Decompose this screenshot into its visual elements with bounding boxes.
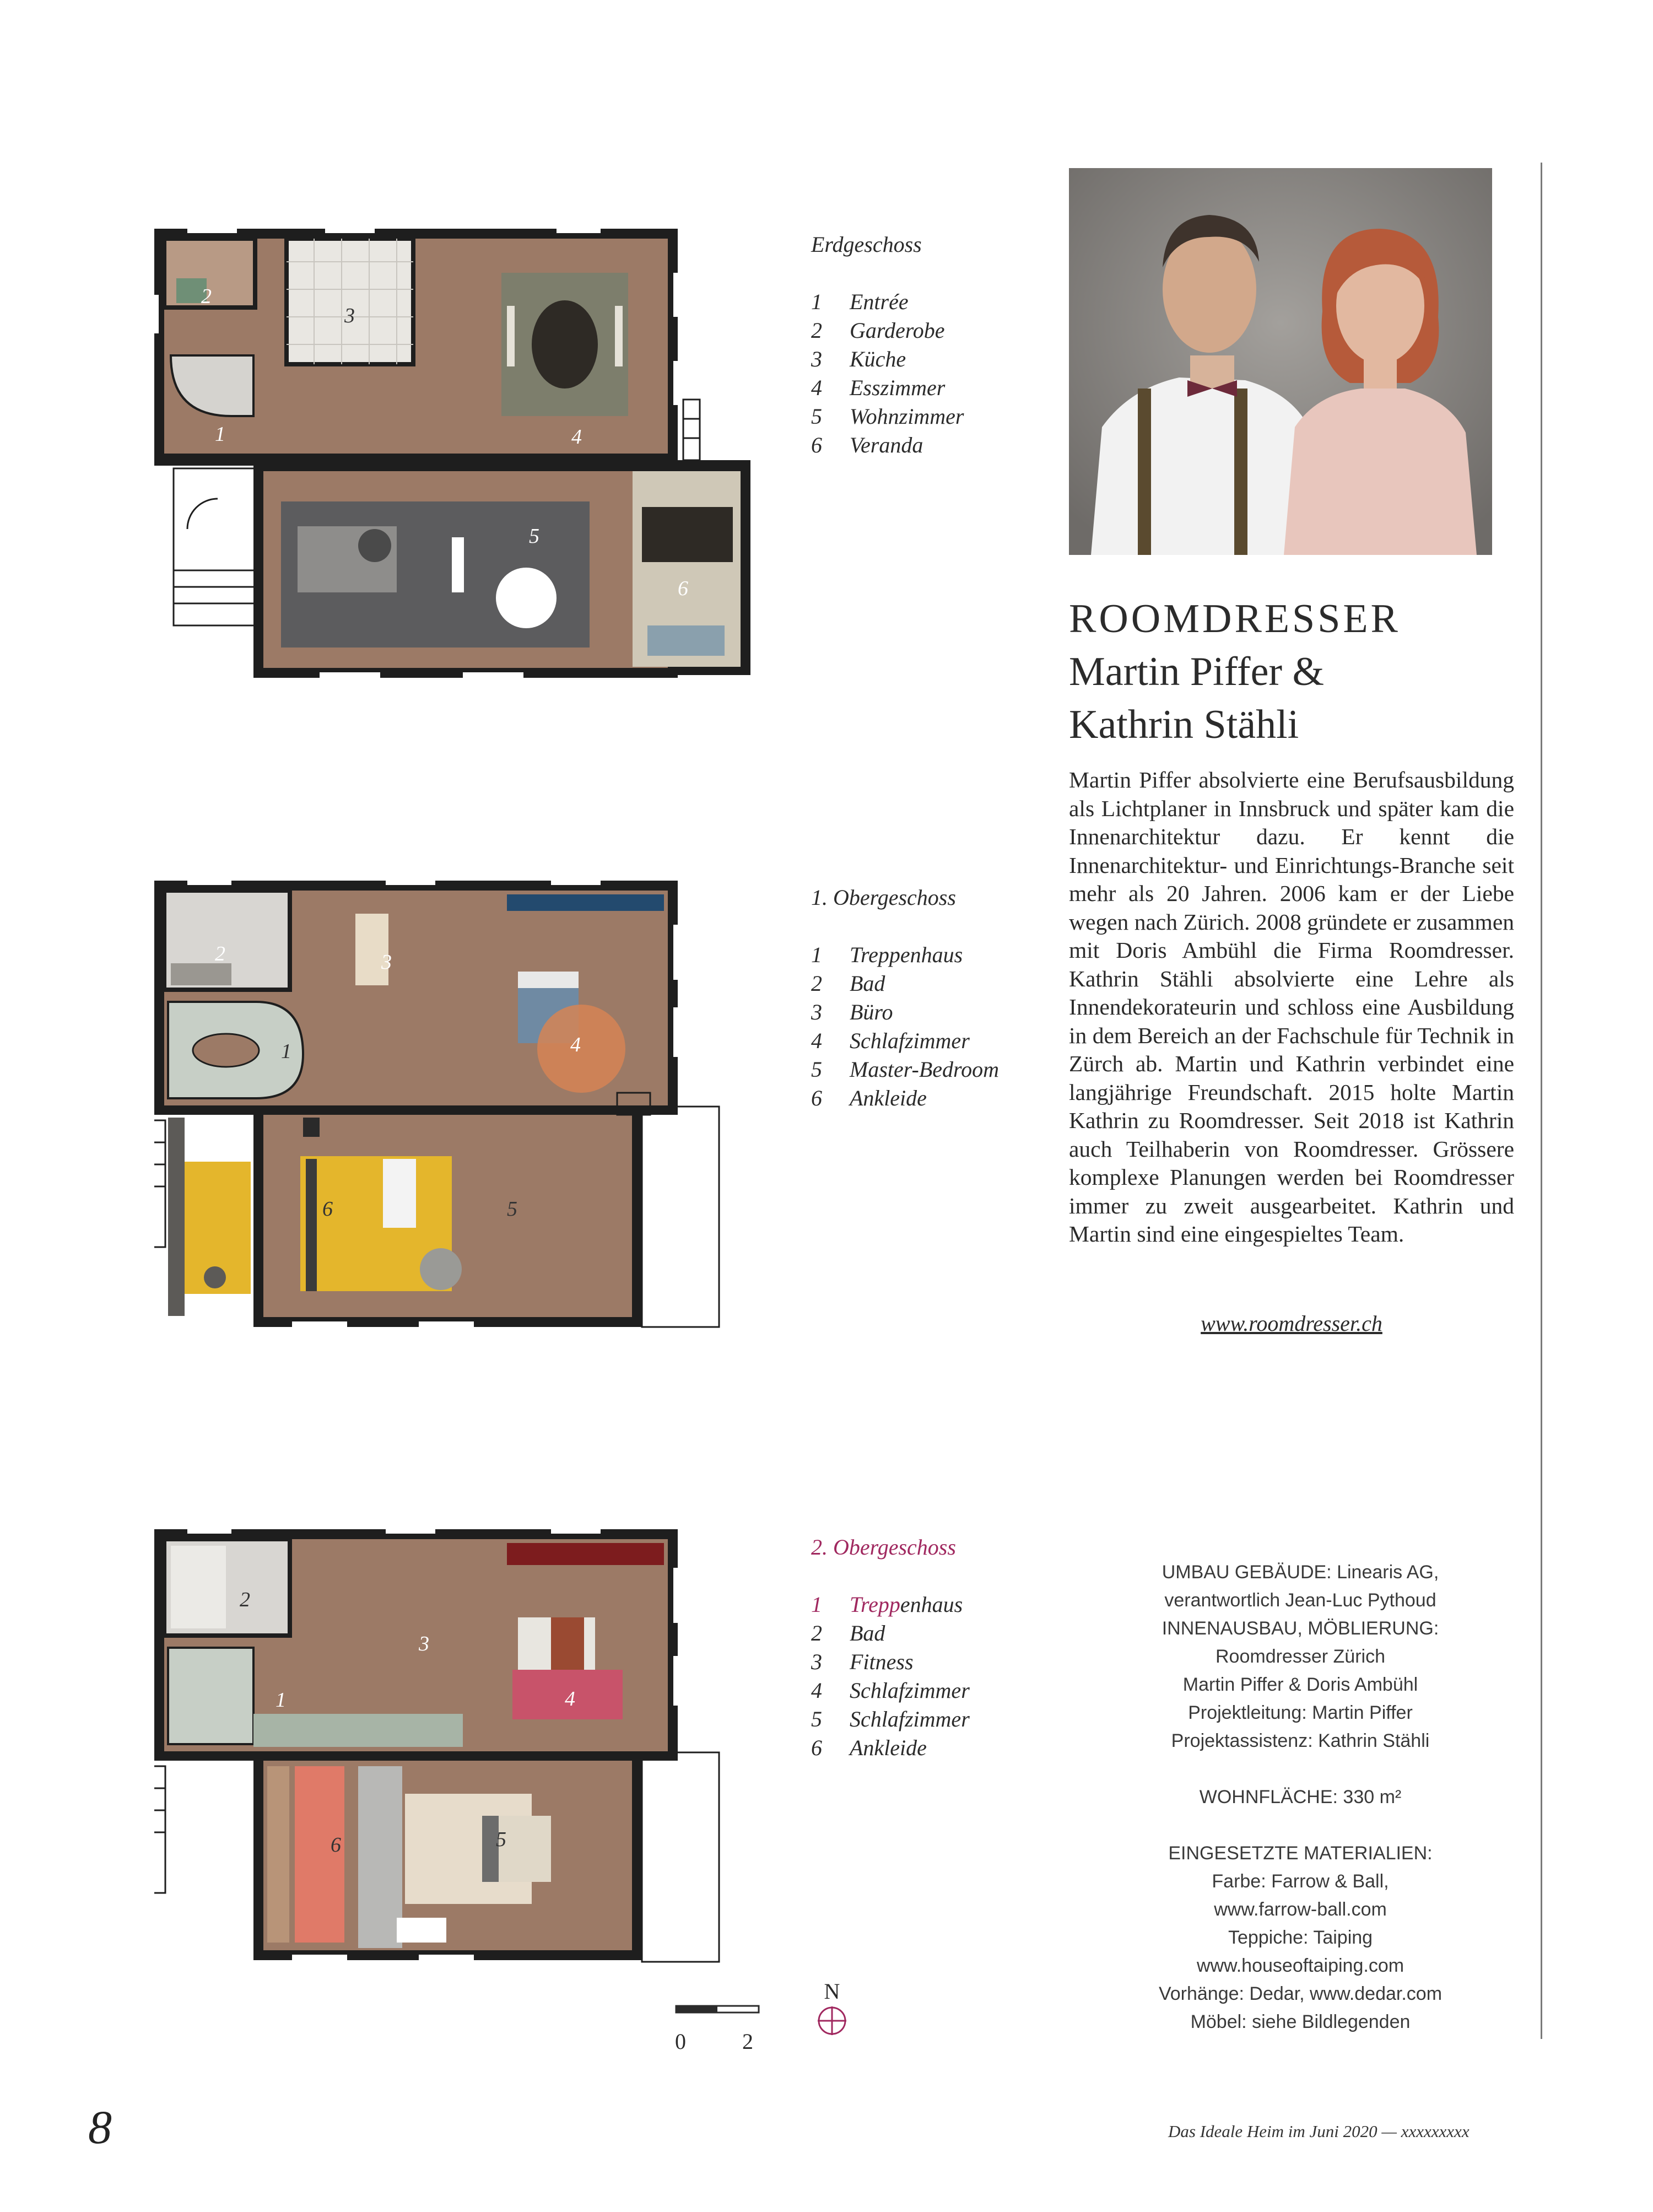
credit-line: Roomdresser Zürich [1216,1646,1385,1667]
plan-og2-room-4: 4 [565,1687,575,1711]
credit-line: Martin Piffer & Doris Ambühl [1182,1674,1418,1695]
legend-title: 2. Obergeschoss [811,1535,956,1560]
credit-line: Möbel: siehe Bildlegenden [1190,2011,1411,2032]
credit-line: UMBAU GEBÄUDE: Linearis AG, [1162,1562,1439,1583]
plan-eg-room-5: 5 [529,525,539,548]
scale-bar [675,2005,763,2068]
plan-eg-room-3: 3 [344,304,355,327]
credit-line: Projektleitung: Martin Piffer [1188,1702,1413,1723]
north-label: N [824,1979,840,2004]
plan-og1-room-5: 5 [507,1197,517,1221]
heading-company: ROOMDRESSER [1069,596,1401,641]
legend-item: 4 Schlafzimmer [811,1678,970,1703]
legend-item: 4 Schlafzimmer [811,1028,970,1053]
plan-og1-room-6: 6 [322,1197,333,1221]
legend-item: 2 Bad [811,971,885,996]
legend-item: 6 Ankleide [811,1086,927,1110]
plan-eg-room-6: 6 [678,577,688,600]
legend-item: 2 Garderobe [811,318,945,343]
plan-eg-room-2: 2 [201,285,212,308]
legend-item: 3 Küche [811,347,906,371]
floor-plan-2-obergeschoss [154,1529,766,1970]
legend-item: 3 Büro [811,1000,893,1024]
legend-item: 1 Treppenhaus [811,942,963,967]
plan-og2-room-3: 3 [419,1632,429,1655]
article-heading [1069,592,1510,751]
scale-end: 2 [742,2029,753,2054]
plan-og2-room-1: 1 [276,1688,286,1712]
plan-eg-room-1: 1 [215,423,225,446]
north-arrow [815,1978,849,2043]
floor-plan-erdgeschoss [154,229,766,686]
plan-og2-room-6: 6 [331,1833,341,1857]
portrait-photo [1069,168,1492,555]
plan-og1-room-2: 2 [215,942,225,965]
legend-item: 2 Bad [811,1621,885,1645]
credit-line: Vorhänge: Dedar, www.dedar.com [1158,1983,1443,2004]
compass-icon [815,2004,849,2037]
legend-item: 5 Master-Bedroom [811,1057,999,1082]
legend-item: 6 Ankleide [811,1735,927,1760]
scale-start: 0 [675,2029,686,2054]
legend-title: 1. Obergeschoss [811,885,956,910]
legend-item: 3 Fitness [811,1649,914,1674]
legend-item: 1 Entrée [811,289,909,314]
credit-line: www.houseoftaiping.com [1196,1955,1404,1976]
credit-line: INNENAUSBAU, MÖBLIERUNG: [1162,1618,1439,1639]
credit-line: Farbe: Farrow & Ball, [1212,1871,1389,1892]
plan-og1-room-1: 1 [281,1040,291,1063]
heading-name-1: Martin Piffer & [1069,649,1325,694]
website-link[interactable]: www.roomdresser.ch [1201,1311,1382,1336]
plan-og2-room-2: 2 [240,1588,250,1611]
floor-plan-1-obergeschoss [154,881,766,1332]
legend-2-obergeschoss [811,1533,970,1762]
legend-item: 1 Treppenhaus [811,1592,963,1617]
plan-og2-room-5: 5 [496,1828,506,1851]
legend-title: Erdgeschoss [811,232,922,257]
project-credits [1096,1558,1504,2036]
legend-item: 4 Esszimmer [811,375,946,400]
living-area: WOHNFLÄCHE: 330 m² [1199,1787,1402,1808]
legend-item: 5 Wohnzimmer [811,404,964,429]
legend-item: 5 Schlafzimmer [811,1707,970,1731]
plan-og1-room-3: 3 [381,951,392,974]
column-divider [1541,163,1542,2039]
footer-text: Das Ideale Heim im Juni 2020 — xxxxxxxxx [1168,2122,1470,2141]
legend-1-obergeschoss [811,883,999,1113]
bio-text: Martin Piffer absolvierte eine Berufsausbildung als Lichtplaner in Innsbruck und später kam die Innenarchitektur dazu. Er kennt die Innenarchitektur- und Einrichtungs-Branche seit mehr als 20 Jahren. 2006 kam er der Liebe wegen nach Zürich. 2008 gründete er zusammen mit Doris Ambühl die Firma Roomdresser. Kathrin Stähli absolvierte eine Lehre als Innendekorateurin und schloss eine Ausbildung in dem Bereich an der Fachschule für Technik in Zürch ab. Martin und Kathrin verbindet eine langjährige Freundschaft. 2015 holte Martin Kathrin zu Roomdresser. Seit 2018 ist Kathrin auch Teilhaberin von Roomdresser. Grössere komplexe Planungen werden bei Roomdresser immer zu zweit ausgearbeitet. Kathrin und Martin sind eine eingespieltes Team. [1069,767,1514,1247]
credit-line: Teppiche: Taiping [1228,1927,1373,1948]
credit-line: Projektassistenz: Kathrin Stähli [1171,1730,1430,1751]
credit-line: EINGESETZTE MATERIALIEN: [1168,1843,1433,1864]
plan-og1-room-4: 4 [570,1033,581,1056]
credit-line: verantwortlich Jean-Luc Pythoud [1164,1590,1436,1611]
page-number: 8 [88,2101,112,2154]
heading-name-2: Kathrin Stähli [1069,702,1299,747]
legend-erdgeschoss [811,230,964,460]
credit-line: www.farrow-ball.com [1214,1899,1387,1920]
legend-item: 6 Veranda [811,433,923,457]
plan-eg-room-4: 4 [571,425,582,449]
